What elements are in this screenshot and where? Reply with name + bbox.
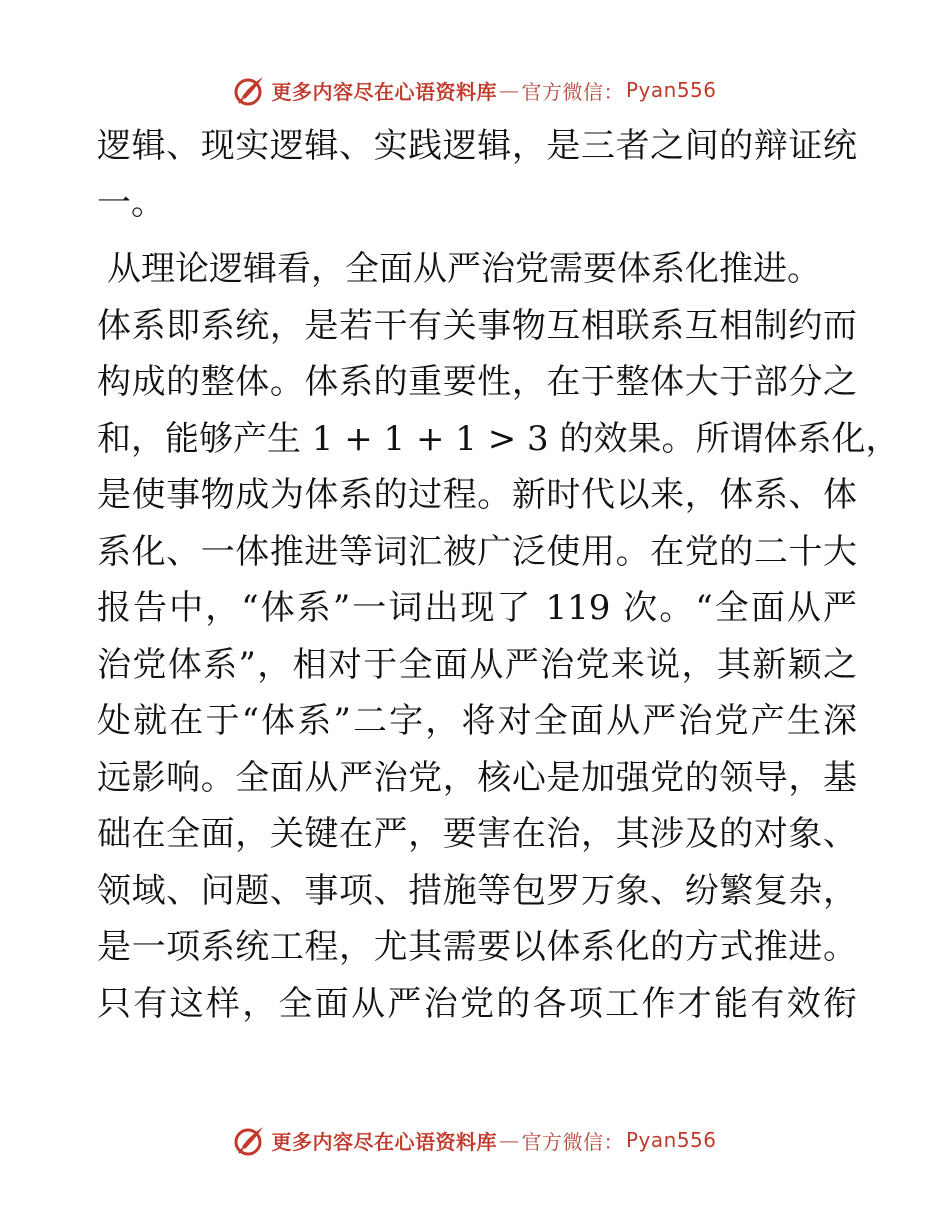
- watermark-dash: —: [498, 1128, 520, 1152]
- footer-watermark: [0, 1120, 950, 1160]
- text-line: 领域、问题、事项、措施等包罗万象、纷繁复杂，: [97, 870, 857, 911]
- text-line: 是一项系统工程，尤其需要以体系化的方式推进。: [97, 927, 857, 967]
- header-watermark: [0, 70, 950, 110]
- text-line: 系化、一体推进等词汇被广泛使用。在党的二十大: [97, 531, 857, 572]
- watermark-brand: 更多内容尽在心语资料库: [271, 79, 497, 104]
- watermark-official-label: 官方微信：: [521, 1129, 624, 1154]
- text-line: 逻辑、现实逻辑、实践逻辑，是三者之间的辩证统: [97, 126, 857, 166]
- watermark-wechat-id: Pyan556: [625, 78, 717, 102]
- watermark-brand: 更多内容尽在心语资料库: [271, 1129, 497, 1154]
- text-line: 只有这样，全面从严治党的各项工作才能有效衔: [97, 983, 857, 1024]
- document-body: [97, 118, 900, 1032]
- text-line: 础在全面，关键在严，要害在治，其涉及的对象、: [97, 814, 857, 854]
- watermark-official-label: 官方微信：: [521, 79, 624, 104]
- text-line: 是使事物成为体系的过程。新时代以来，体系、体: [97, 475, 857, 515]
- watermark-dash: —: [498, 78, 520, 102]
- text-line: 体系即系统，是若干有关事物互相联系互相制约而: [97, 305, 857, 346]
- quill-logo-icon: [233, 73, 267, 107]
- text-line: 和，能够产生 1 + 1 + 1 > 3 的效果。所谓体系化，: [97, 418, 900, 459]
- quill-logo-icon: [233, 1123, 267, 1157]
- text-line: 远影响。全面从严治党，核心是加强党的领导，基: [97, 757, 857, 798]
- text-line: 治党体系”，相对于全面从严治党来说，其新颖之: [97, 644, 857, 685]
- text-line: 报告中，“体系”一词出现了 119 次。“全面从严: [97, 588, 857, 628]
- text-line: 一。: [97, 182, 165, 223]
- text-line: 从理论逻辑看，全面从严治党需要体系化推进。: [107, 249, 821, 289]
- paragraph-2: [97, 241, 900, 1032]
- paragraph-1: [97, 118, 857, 231]
- watermark-wechat-id: Pyan556: [625, 1128, 717, 1152]
- text-line: 处就在于“体系”二字，将对全面从严治党产生深: [97, 701, 857, 741]
- text-line: 构成的整体。体系的重要性，在于整体大于部分之: [97, 362, 857, 402]
